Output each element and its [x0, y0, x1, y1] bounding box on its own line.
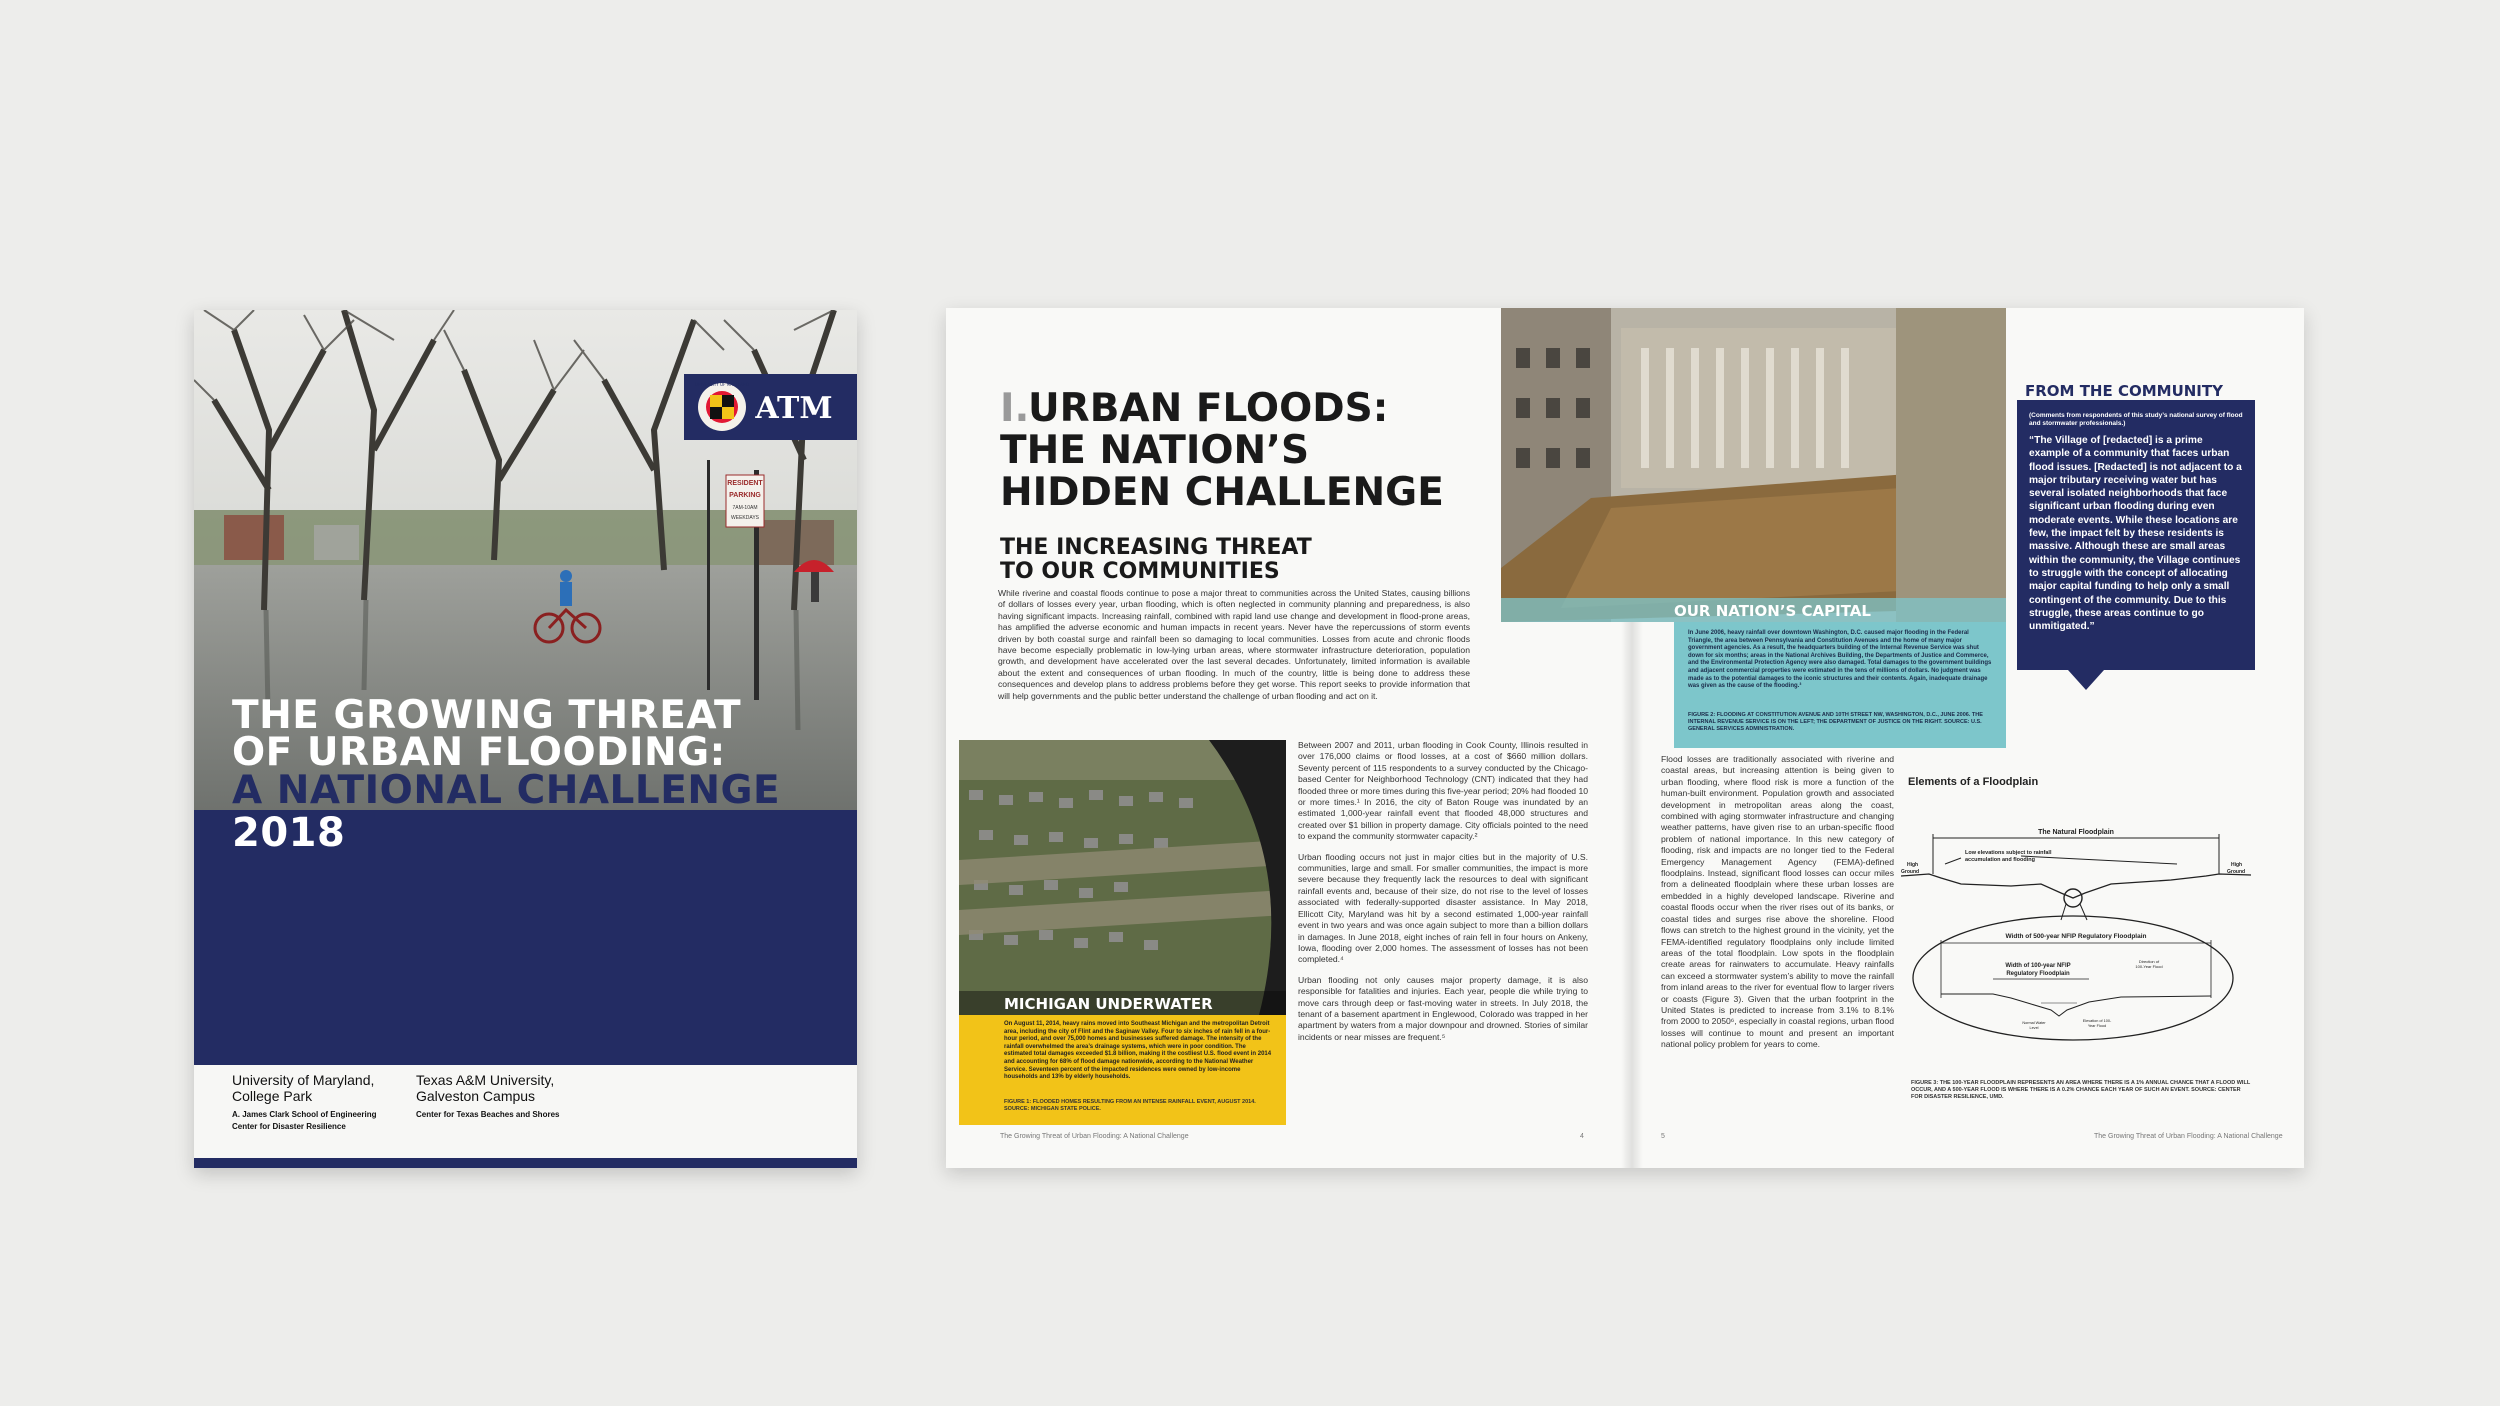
sign-text-hours: 7AM-10AM	[732, 505, 758, 511]
chapter-number: I.	[1000, 386, 1030, 431]
texas-am-block	[416, 1072, 616, 1121]
chapter-title-line-3: HIDDEN CHALLENGE	[1000, 470, 1444, 515]
report-spread	[946, 308, 2304, 1168]
university-maryland-school-1: A. James Clark School of Engineering	[232, 1110, 377, 1119]
cover-bottom-bar	[194, 1158, 857, 1168]
diagram-ground-right: Ground	[2227, 869, 2246, 875]
sign-text-resident: RESIDENT	[727, 480, 763, 487]
community-header: (Comments from respondents of this study’s national survey of flood and stormwater professionals.)	[2029, 412, 2243, 427]
middle-paragraph-3: Urban flooding not only causes major property damage, it is also responsible for fatalities and injuries. Each year, people die while trying to move cars through deep or fast-moving water in streets. In July 2018, the tenant of a basement apartment in Englewood, Colorado was trapped in her apartment by waters from a major downpour and drowned. Stories of similar incidents or near misses are frequent.⁵	[1298, 974, 1588, 1042]
sign-text-parking: PARKING	[729, 492, 761, 499]
middle-column	[1298, 740, 1588, 1052]
diagram-low-elevation-1: Low elevations subject to rainfall	[1965, 850, 2052, 856]
university-logos	[684, 374, 857, 440]
university-maryland-block	[232, 1072, 412, 1133]
community-title: FROM THE COMMUNITY	[2025, 382, 2223, 400]
community-pointer	[2068, 670, 2104, 690]
tamu-logo: ATM	[755, 391, 833, 426]
diagram-500-year-label: Width of 500-year NFIP Regulatory Floodplain	[2005, 933, 2147, 940]
capital-figure-caption: FIGURE 2: FLOODING AT CONSTITUTION AVENUE AND 10TH STREET NW, WASHINGTON, D.C., JUNE 2006. THE INTERNAL REVENUE SERVICE IS ON THE LEFT; THE DEPARTMENT OF JUSTICE ON THE RIGHT. SOURCE: U.S. GENERAL SERVICES ADMINISTRATION.	[1688, 712, 1983, 732]
footer-right: The Growing Threat of Urban Flooding: A National Challenge	[2094, 1133, 2283, 1140]
washington-flood-photo	[1501, 308, 2006, 622]
umd-seal-text: UNIVERSITY OF MARYLAND	[694, 382, 750, 387]
michigan-figure-caption: FIGURE 1: FLOODED HOMES RESULTING FROM AN INTENSE RAINFALL EVENT, AUGUST 2014. SOURCE: MICHIGAN STATE POLICE.	[1004, 1099, 1256, 1112]
cover-year: 2018	[232, 810, 346, 856]
diagram-normal-water-2: Level	[2029, 1026, 2039, 1030]
diagram-high-right: High	[2231, 862, 2243, 868]
capital-label	[1501, 598, 2006, 622]
diagram-natural-label: The Natural Floodplain	[2038, 829, 2114, 836]
michigan-caption-box	[959, 1015, 1286, 1125]
middle-paragraph-1: Between 2007 and 2011, urban flooding in Cook County, Illinois resulted in over 176,000 claims or flood losses, at a cost of $660 million dollars. Seventy percent of 115 respondents to a survey conducted by the Chicago-based Center for Neighborhood Technology (CNT) indicated that they had flooded three or more times during this five-year period; 20% had flooded 10 or more times.¹ In 2016, the city of Baton Rouge was inundated by an estimated 1,000-year rainfall event that flooded 48,000 structures and created over $1 billion in property damage. City officials pointed to the need to expand the community stormwater capacity.²	[1298, 740, 1588, 842]
diagram-elevation-2: Year Flood	[2087, 1024, 2107, 1028]
report-cover	[194, 310, 857, 1168]
diagram-100-year-label-1: Width of 100-year NFIP	[2005, 963, 2071, 969]
university-maryland-name-1: University of Maryland,	[232, 1072, 375, 1088]
middle-paragraph-2: Urban flooding occurs not just in major cities but in the majority of U.S. communities, large and small. For smaller communities, the impact is more severe because they frequently lack the resources to deal with significant rainfall events and, because of their size, do not rise to the level of losses associated with federally-supported disaster assistance. In May 2018, Ellicott City, Maryland was hit by a second estimated 1,000-year rainfall event in two years and was once again subject to more than a billion dollars in damages. In June 2018, eight inches of rain fell in four hours on Ankeny, Iowa, flooding over 2,000 homes. The assessment of losses has not been completed.⁴	[1298, 851, 1588, 965]
texas-am-name-1: Texas A&M University,	[416, 1072, 555, 1088]
footer-left: The Growing Threat of Urban Flooding: A National Challenge	[1000, 1133, 1189, 1140]
texas-am-center: Center for Texas Beaches and Shores	[416, 1110, 560, 1119]
cover-title-line-3: A NATIONAL CHALLENGE	[232, 768, 781, 813]
university-maryland-school-2: Center for Disaster Resilience	[232, 1122, 346, 1131]
diagram-high-left: High	[1907, 862, 1919, 868]
michigan-caption-text: On August 11, 2014, heavy rains moved into Southeast Michigan and the metropolitan Detroit area, including the city of Flint and the Saginaw Valley. Four to six inches of rain fell in a four-hour period, and over 75,000 homes and businesses suffered damage. The intensity of the rainfall overwhelmed the area’s drainage systems, which were in poor condition. The estimated total damages exceeded $1.8 billion, making it the costliest U.S. flood event in 2014 and accounting for 68% of flood damage nationwide, according to the National Weather Service. Seventeen percent of the impacted residences were owned by low-income households and 13% by elderly households.	[1004, 1021, 1272, 1081]
intro-paragraph: While riverine and coastal floods continue to pose a major threat to communities across the United States, causing billions of dollars of losses every year, urban flooding, which is often neglected in community planning and preparedness, is also having significant impacts. Increasing rainfall, combined with rapid land use change and development in flood-prone areas, has amplified the adverse economic and human impacts in recent years. Never have the repercussions of storm events driven by both coastal surge and rainfall been so damaging to local communities. Losses from acute and chronic floods have become especially problematic in low-lying urban areas, where stormwater infrastructure deterioration, population growth, and development have accelerated over the last several decades. Unfortunately, limited information is available about the extent and consequences of urban flooding. In much of the country, little is being done to address these consequences and develop plans to address problems before they get worse. This report seeks to provide information that will help governments and the public better understand the challenge of urban flooding and act on it.	[998, 588, 1470, 701]
diagram-direction-2: 100-Year Flood	[2135, 964, 2163, 969]
diagram-ground-left: Ground	[1901, 869, 1920, 875]
university-maryland-school	[232, 1109, 412, 1133]
right-column-text: Flood losses are traditionally associated with riverine and coastal areas, but increasing attention is being given to urban flooding, where flood risk is more a function of the human-built environment. Population growth and associated development in metropolitan areas along the coast, combined with aging stormwater infrastructure and changing weather patterns, have given rise to an urban-specific flood problem of national importance. In this new category of flooding, risk and impacts are no longer tied to the Federal Emergency Management Agency (FEMA)-defined floodplains. Instead, significant flood losses can occur miles from a delineated floodplain where these urban losses are embedded in a highly developed landscape. Riverine and coastal floods occur when the river rises out of its banks, or coastal tides and surges rise above the shoreline. Flood flows can stretch to the highest ground in the vicinity, yet the FEMA-identified regulatory floodplains only include limited areas of the total floodplain. Low spots in the floodplain create areas for rainwaters to accumulate. Heavy rainfalls can exceed a stormwater system’s ability to move the rainfall from inland areas to the river for eventual flow to larger rivers or coasts (Figure 3). Given that the urban footprint in the United States is predicted to increase from 3.1% to 8.1% from 2000 to 2050⁶, especially in coastal regions, urban flood losses will continue to mount and present an important national policy problem for years to come.	[1661, 754, 1894, 1050]
cover-title-line-2: OF URBAN FLOODING:	[232, 730, 726, 775]
diagram-low-elevation-2: accumulation and flooding	[1965, 857, 2035, 863]
page-number-left: 4	[1580, 1133, 1584, 1140]
cover-title-line-1: THE GROWING THREAT	[232, 693, 742, 738]
diagram-elevation-1: Elevation of 100-	[2082, 1019, 2112, 1023]
michigan-label	[959, 991, 1286, 1016]
diagram-normal-water-1: Normal Water	[2022, 1021, 2046, 1025]
figure-3-caption: FIGURE 3: THE 100-YEAR FLOODPLAIN REPRESENTS AN AREA WHERE THERE IS A 1% ANNUAL CHANCE THAT A FLOOD WILL OCCUR, AND A 500-YEAR FLOOD IS WHERE THERE IS A 0.2% CHANCE EACH YEAR OF SUCH AN EVENT. SOURCE: CENTER FOR DISASTER RESILIENCE, UMD.	[1911, 1080, 2251, 1100]
capital-caption-box	[1674, 622, 2006, 748]
diagram-direction-1: Direction of	[2138, 959, 2160, 964]
university-maryland-name-2: College Park	[232, 1088, 313, 1104]
subheading-line-1: THE INCREASING THREAT	[1000, 535, 1312, 560]
diagram-title: Elements of a Floodplain	[1908, 776, 2039, 788]
diagram-100-year-label-2: Regulatory Floodplain	[2006, 971, 2070, 977]
floodplain-diagram	[1901, 798, 2251, 1048]
michigan-aerial-flood-photo	[959, 740, 1286, 1015]
chapter-title-line-2: THE NATION’S	[1000, 428, 1310, 473]
texas-am-name-2: Galveston Campus	[416, 1088, 536, 1104]
capital-caption-text: In June 2006, heavy rainfall over downtown Washington, D.C. caused major flooding in the Federal Triangle, the area between Pennsylvania and Constitution Avenues and the home of many major government agencies. As a result, the headquarters building of the Internal Revenue Service was shut down for six months; areas in the National Archives Building, the Departments of Justice and Commerce, and the Environmental Protection Agency were also damaged. Total damages to the government buildings and adjacent commercial properties were estimated in the tens of millions of dollars. No judgment was made as to the potential damages to the iconic structures and their contents. Again, inadequate drainage was given as the cause of the flooding.³	[1688, 630, 1992, 690]
michigan-label-text: MICHIGAN UNDERWATER	[1004, 995, 1213, 1013]
community-quote-box	[2017, 400, 2255, 670]
chapter-title-line-1: URBAN FLOODS:	[1028, 386, 1389, 431]
page-number-right: 5	[1661, 1133, 1665, 1140]
community-quote: “The Village of [redacted] is a prime example of a community that faces urban flood issues. [Redacted] is not adjacent to a major tributary receiving water but has several isolated neighborhoods that face significant urban flooding during even moderate events. While these locations are few, the impact felt by these residents is massive. Although these are small areas within the community, the Village continues to struggle with the concept of allocating major capital funding to help only a small contingent of the community. Due to this struggle, these areas continue to go unmitigated.”	[2029, 435, 2242, 633]
cover-logo-band	[684, 374, 857, 440]
capital-label-text: OUR NATION’S CAPITAL	[1674, 602, 1871, 620]
sign-text-days: WEEKDAYS	[731, 515, 759, 521]
subheading-line-2: TO OUR COMMUNITIES	[1000, 559, 1280, 584]
